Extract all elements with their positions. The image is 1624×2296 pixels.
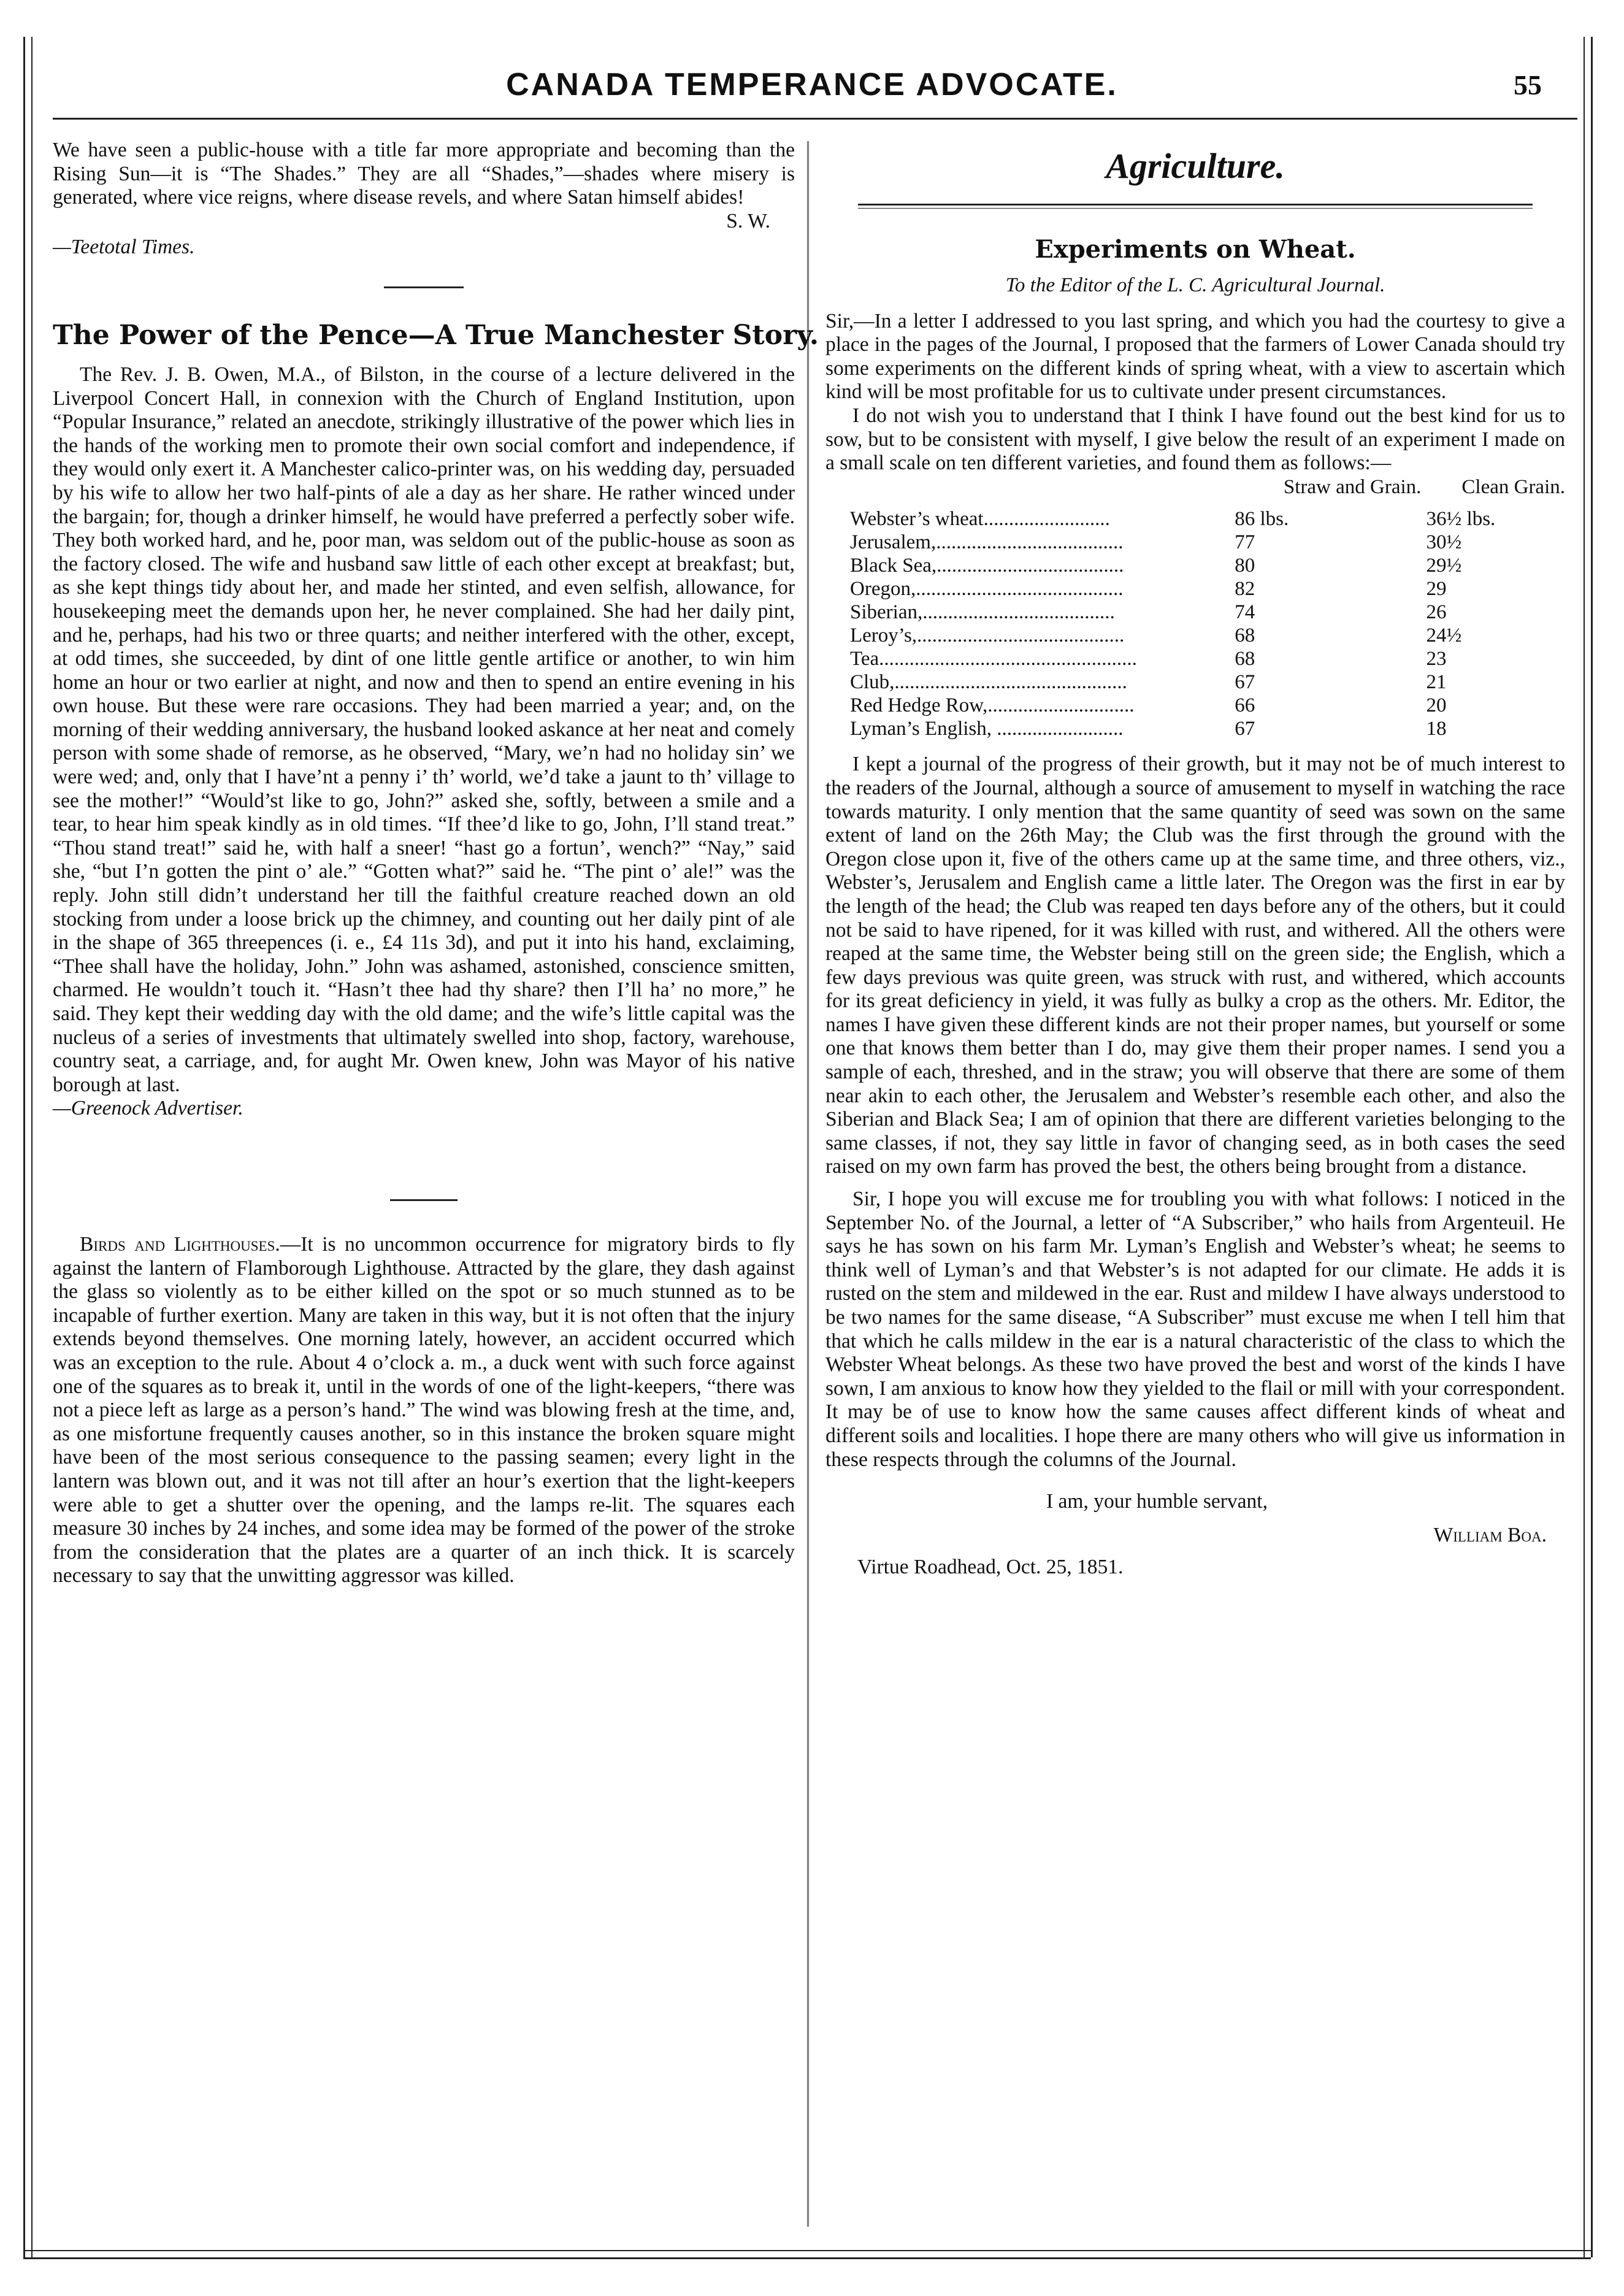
letter-signature: William Boa. — [1433, 1523, 1547, 1546]
column-divider — [807, 141, 809, 2227]
clean-value: 18 — [1426, 718, 1447, 740]
table-row — [850, 717, 1565, 740]
table-row — [850, 670, 1565, 694]
table-row — [850, 577, 1565, 601]
variety-name: Lyman’s English, ......................... — [850, 718, 1124, 740]
left-column — [53, 139, 819, 1588]
clean-value: 29½ — [1426, 555, 1462, 577]
header-rule — [53, 118, 1577, 120]
clean-value: 21 — [1426, 671, 1447, 694]
pence-article — [53, 319, 819, 1121]
wheat-results-table — [850, 507, 1565, 740]
pence-source: —Greenock Advertiser. — [53, 1097, 243, 1120]
variety-name: Oregon,......................................... — [850, 578, 1124, 601]
letter-closing: I am, your humble servant, — [1046, 1490, 1268, 1513]
clean-value: 20 — [1426, 694, 1447, 717]
variety-name: Club,.............................................. — [850, 671, 1127, 694]
letter-para-1: Sir,—In a letter I addressed to you last spring, and which you had the courtesy to give a place in the pages of the Journal, I proposed that the farmers of Lower Canada should try some experiments on the different kinds of spring wheat, with a view to ascertain which kind will be most profitable for us to cultivate under present circumstances. — [825, 309, 1565, 404]
letter-para-4: Sir, I hope you will excuse me for troubling you with what follows: I noticed in the September No. of the Journal, a letter of “A Subscriber,” who hails from Argenteuil. He says he has sown on his farm Mr. Lyman’s English and Webster’s wheat; he seems to think well of Lyman’s and that Webster’s is not adapted for our climate. He adds it is rusted on the stem and mildewed in the ear. Rust and mildew I have always understood to be two names for the same disease, “A Subscriber” must excuse me when I tell him that that which he calls mildew in the ear is a natural characteristic of the class to which the Webster Wheat belongs. As these two have proved the best and worst of the kinds I have sown, I am anxious to know how they yielded to the flail or mill with your correspondent. It may be of use to know how the same causes affect different kinds of wheat and different soils and localities. I hope there are many others who will give us information in these respects through the columns of the Journal. — [825, 1188, 1565, 1471]
shades-signature: S. W. — [726, 209, 770, 232]
clean-value: 36½ lbs. — [1426, 508, 1496, 531]
table-row — [850, 694, 1565, 717]
right-column — [825, 145, 1565, 1580]
variety-name: Jerusalem,..................................... — [850, 531, 1124, 554]
straw-value: 67 — [1235, 718, 1255, 740]
straw-value: 74 — [1235, 601, 1255, 624]
shades-article — [53, 139, 795, 259]
variety-name: Black Sea,..................................... — [850, 555, 1124, 577]
straw-value: 67 — [1235, 671, 1255, 694]
clean-value: 23 — [1426, 648, 1447, 670]
table-row — [850, 624, 1565, 647]
birds-text: —It is no uncommon occurrence for migratory birds to fly against the lantern of Flamborough Lighthouse. Attracted by the glare, they dash against the glass so violently as to be either killed on the spot or so much stunned as to be incapable of further exertion. Many are taken in this way, but it is not often that the injury extends beyond themselves. One morning lately, however, an accident occurred which was an exception to the rule. About 4 o’clock a. m., a duck went with such force against one of the squares as to break it, until in the words of one of the light-keepers, “there was not a piece left as large as a person’s hand.” The wind was blowing fresh at the time, and, as one misfortune frequently causes another, so in this instance the broken square might have been of the most serious consequence to the passing seamen; every light in the lantern was blown out, and it was not till after an hour’s exertion that the light-keepers were able to get a shutter over the opening, and the lamps re-lit. The squares each measure 30 inches by 24 inches, and some idea may be formed of the power of the stroke from the consideration that the plates are a quarter of an inch thick. It is scarcely necessary to say that the unwitting aggressor was killed. — [53, 1232, 795, 1588]
straw-value: 82 — [1235, 578, 1255, 601]
clean-value: 30½ — [1426, 531, 1462, 554]
straw-value: 68 — [1235, 648, 1255, 670]
straw-value: 77 — [1235, 531, 1255, 554]
table-row — [850, 647, 1565, 670]
variety-name: Webster’s wheat......................... — [850, 508, 1110, 531]
clean-value: 26 — [1426, 601, 1447, 624]
straw-value: 86 lbs. — [1235, 508, 1289, 531]
pence-body: The Rev. J. B. Owen, M.A., of Bilston, in the course of a lecture delivered in the Liverpool Concert Hall, in connexion with the Church of England Institution, upon “Popular Insurance,” related an anecdote, strikingly illustrative of the power which lies in the hands of the working men to promote their own social comfort and independence, if they would only exert it. A Manchester calico-printer was, on his wedding day, persuaded by his wife to allow her two half-pints of ale a day as her share. He rather winced under the bargain; for, though a drinker himself, he would have preferred a perfectly sober wife. They both worked hard, and he, poor man, was seldom out of the public-house as soon as the factory closed. The wife and husband saw little of each other except at breakfast; but, as she kept things tidy about her, and made her stinted, and even selfish, allowance, for housekeeping meet the demands upon her, he never complained. She had her daily pint, and he, perhaps, had his two or three quarts; and neither interfered with the other, except, at odd times, she succeeded, by dint of one little gentle artifice or another, to win him home an hour or two earlier at night, and now and then to spend an entire evening in his own house. But these were rare occasions. They had been married a year; and, on the morning of their wedding anniversary, the husband looked askance at her neat and comely person with some shade of remorse, as he observed, “Mary, we’n had no holiday sin’ we were wed; and, only that I have’nt a penny i’ th’ world, we’d take a jaunt to th’ village to see the mother!” “Would’st like to go, John?” asked she, softly, between a smile and a tear, to hear him speak kindly as in old times. “If thee’d like to go, John, I’ll stand treat.” “Thou stand treat!” said he, with half a sneer! “hast go a fortun’, wench?” “Nay,” said she, “but I’n gotten the pint o’ ale.” “Gotten what?” said he. “The pint o’ ale!” was the reply. John still didn’t understand her till the faithful creature reached down an old stocking from under a loose brick up the chimney, and counting out her daily pint of ale in the shape of 365 threepences (i. e., £4 11s 3d), and put it into his hand, exclaiming, “Thee shall have the holiday, John.” John was ashamed, astonished, conscience smitten, charmed. He wouldn’t touch it. “Hasn’t thee had thy share? then I’ll ha’ no more,” he said. They kept their wedding day with the old dame; and the wife’s little capital was the nucleus of a series of investments that ultimately swelled into shop, factory, warehouse, country seat, a carriage, and, for aught Mr. Owen knew, John was Mayor of his native borough at last. — [53, 363, 795, 1096]
birds-article — [53, 1233, 795, 1588]
clean-value: 24½ — [1426, 624, 1462, 647]
variety-name: Tea................................................... — [850, 648, 1137, 670]
page-border-bottom — [23, 2250, 1591, 2259]
wheat-table-header — [825, 475, 1565, 499]
separator-rule — [390, 1199, 458, 1201]
table-row — [850, 554, 1565, 577]
letter-dateline: Virtue Roadhead, Oct. 25, 1851. — [857, 1556, 1124, 1579]
article-title: Experiments on Wheat. — [1035, 235, 1356, 264]
addressee-line: To the Editor of the L. C. Agricultural Journal. — [1005, 274, 1385, 296]
page-border-right — [1584, 37, 1593, 2257]
letter-para-3: I kept a journal of the progress of their growth, but it may not be of much interest to the readers of the Journal, although a source of amusement to myself in watching the race towards maturity. I only mention that the same quantity of seed was sown on the same extent of land on the 26th May; the Club was the first through the ground with the Oregon close upon it, five of the others came up at the same time, and three others, viz., Webster’s, Jerusalem and English came a little later. The Oregon was the first in ear by the length of the head; the Club was reaped ten days before any of the others, but it could not be said to have ripened, for it was killed with rust, and withered. All the others were reaped at the same time, the Webster being still on the green side; the English, which a few days previous was quite green, was struck with rust, and withered, which accounts for its great deficiency in yield, it was fully as bulky a crop as the others. Mr. Editor, the names I have given these different kinds are not their proper names, but yourself or some one that knows them better than I do, may give them their proper names. I send you a sample of each, threshed, and in the straw; you will observe that there are some of them near akin to each other, the Jerusalem and Webster’s resemble each other, and also the Siberian and Black Sea; I am of opinion that there are different varieties belonging to the same classes, if not, they say little in favor of changing seed, as in both cases the seed raised on my own farm has proved the best, the others being brought from a distance. — [825, 753, 1565, 1178]
table-row — [850, 531, 1565, 554]
header-straw: Straw and Grain. — [1283, 475, 1422, 498]
clean-value: 29 — [1426, 578, 1447, 601]
page-header-title: CANADA TEMPERANCE ADVOCATE. — [506, 67, 1118, 102]
shades-source: —Teetotal Times. — [53, 236, 195, 259]
straw-value: 80 — [1235, 555, 1255, 577]
straw-value: 66 — [1235, 694, 1255, 717]
header-clean: Clean Grain. — [1461, 475, 1565, 498]
variety-name: Leroy’s,......................................... — [850, 624, 1125, 647]
separator-rule — [384, 286, 464, 288]
section-rule — [858, 204, 1533, 209]
shades-text: We have seen a public-house with a title far more appropriate and becoming than the Rising Sun—it is “The Shades.” They are all “Shades,”—shades where misery is generated, where vice reigns, where disease revels, and where Satan himself abides! — [53, 139, 795, 209]
page-border-left — [23, 37, 33, 2257]
letter-para-2: I do not wish you to understand that I think I have found out the best kind for us to sow, but to be consistent with myself, I give below the result of an experiment I made on a small scale on ten different varieties, and found them as follows:— — [825, 404, 1565, 475]
page-number: 55 — [1514, 69, 1542, 101]
table-row — [850, 601, 1565, 624]
variety-name: Red Hedge Row,............................. — [850, 694, 1135, 717]
table-row — [850, 507, 1565, 531]
birds-lead: Birds and Lighthouses. — [80, 1232, 280, 1256]
straw-value: 68 — [1235, 624, 1255, 647]
agriculture-heading: Agriculture. — [1106, 146, 1285, 186]
variety-name: Siberian,...................................... — [850, 601, 1115, 624]
pence-title: The Power of the Pence—A True Manchester Story. — [53, 319, 819, 351]
